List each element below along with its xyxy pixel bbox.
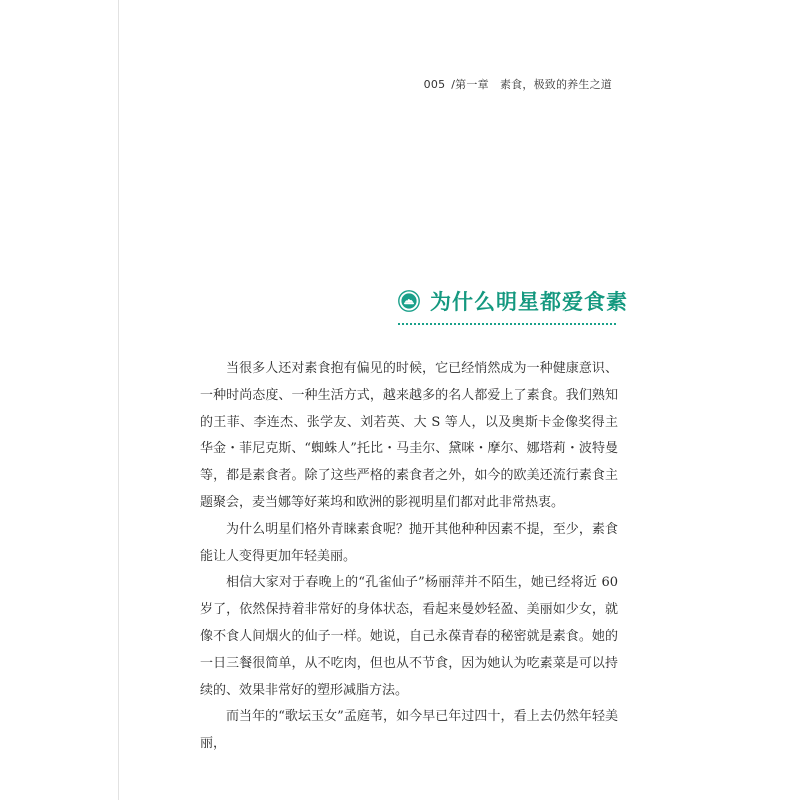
chapter-title: /第一章 素食，极致的养生之道 <box>451 78 612 91</box>
section-heading <box>398 285 628 325</box>
page-gutter-line <box>118 0 119 800</box>
title-dotted-underline <box>398 323 616 325</box>
section-title: 为什么明星都爱食素 <box>430 290 628 314</box>
paragraph-2: 为什么明星们格外青睐素食呢？抛开其他种种因素不提，至少，素食能让人变得更加年轻美丽。 <box>200 521 618 564</box>
vegetable-emblem-icon <box>398 290 420 312</box>
page-number: 005 <box>423 78 446 91</box>
paragraph-1: 当很多人还对素食抱有偏见的时候，它已经悄然成为一种健康意识、一种时尚态度、一种生活方式，越来越多的名人都爱上了素食。我们熟知的王菲、李连杰、张学友、刘若英、大 S 等人，以及奥斯卡金像奖得主华金・菲尼克斯、“蜘蛛人”托比・马圭尔、黛咪・摩尔、娜塔莉・波特曼等，都是素食者。除了这些严格的素食者之外，如今的欧美还流行素食主题聚会，麦当娜等好莱坞和欧洲的影视明星们都对此非常热衷。 <box>200 361 618 510</box>
paragraph-3: 相信大家对于春晚上的“孔雀仙子”杨丽萍并不陌生，她已经将近 60 岁了，依然保持着非常好的身体状态，看起来曼妙轻盈、美丽如少女，就像不食人间烟火的仙子一样。她说，自己永葆青春的秘密就是素食。她的一日三餐很简单，从不吃肉，但也从不节食，因为她认为吃素菜是可以持续的、效果非常好的塑形减脂方法。 <box>200 575 618 698</box>
body-text <box>200 356 618 758</box>
paragraph-4: 而当年的“歌坛玉女”孟庭苇，如今早已年过四十，看上去仍然年轻美丽， <box>200 709 618 752</box>
running-header <box>424 76 612 92</box>
